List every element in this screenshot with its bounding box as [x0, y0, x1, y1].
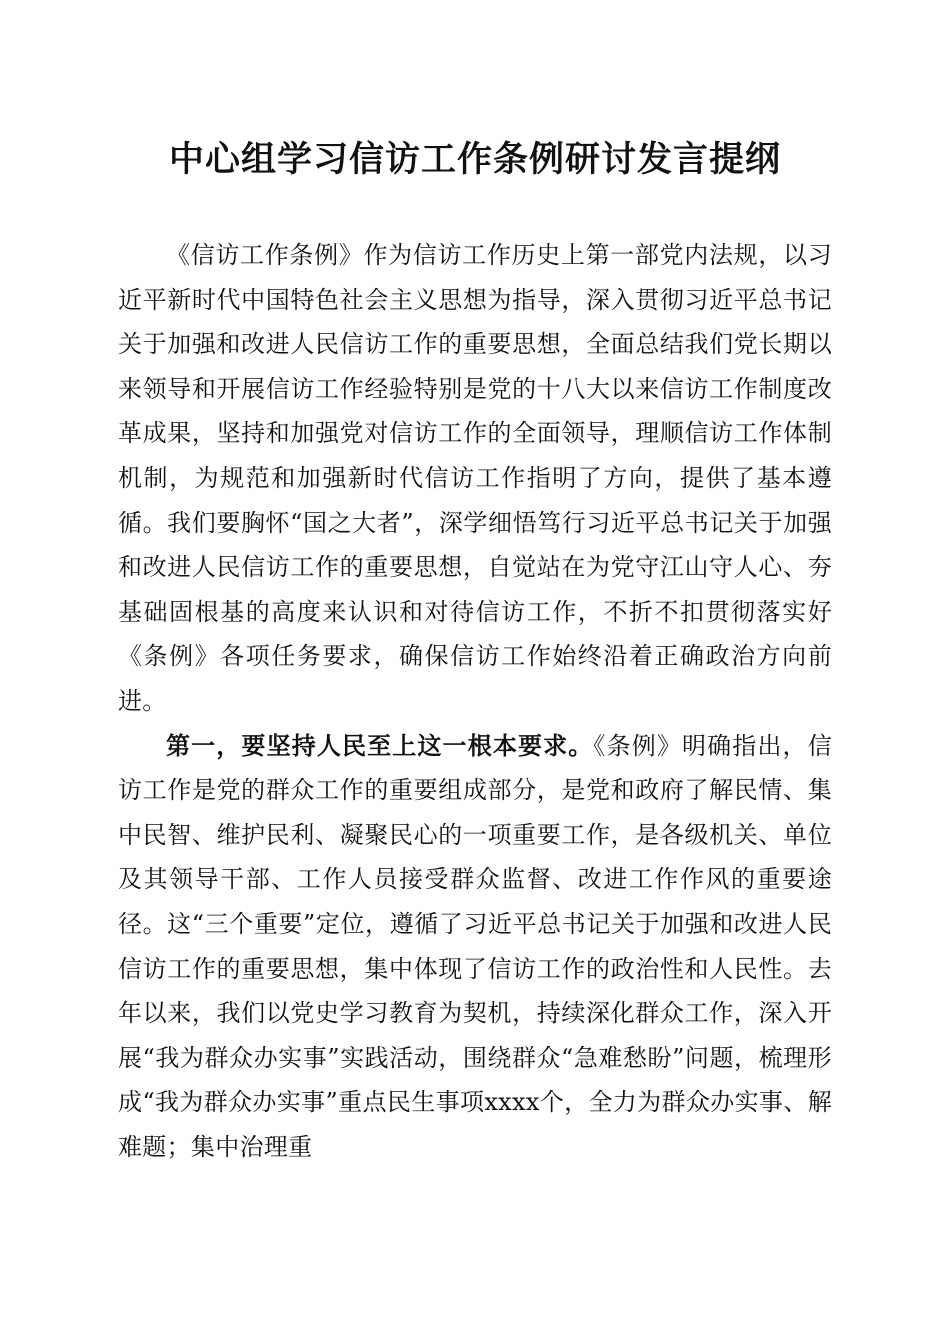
- paragraph-lead: 第一，要坚持人民至上这一根本要求。: [166, 730, 594, 760]
- paragraph-first-point: [118, 724, 832, 1170]
- paragraph-intro: [118, 233, 832, 724]
- paragraph-text: 《条例》明确指出，信访工作是党的群众工作的重要组成部分，是党和政府了解民情、集中民智、维护民利、凝聚民心的一项重要工作，是各级机关、单位及其领导干部、工作人员接受群众监督、改进工作作风的重要途径。这“三个重要”定位，遵循了习近平总书记关于加强和改进人民信访工作的重要思想，集中体现了信访工作的政治性和人民性。去年以来，我们以党史学习教育为契机，持续深化群众工作，深入开展“我为群众办实事”实践活动，围绕群众“急难愁盼”问题，梳理形成“我为群众办实事”重点民生事项xxxx个，全力为群众办实事、解难题；集中治理重: [118, 731, 832, 1161]
- document-body: [118, 233, 832, 1169]
- document-title: 中心组学习信访工作条例研讨发言提纲: [168, 139, 781, 180]
- paragraph-text: 《信访工作条例》作为信访工作历史上第一部党内法规，以习近平新时代中国特色社会主义思想为指导，深入贯彻习近平总书记关于加强和改进人民信访工作的重要思想，全面总结我们党长期以来领导和开展信访工作经验特别是党的十八大以来信访工作制度改革成果，坚持和加强党对信访工作的全面领导，理顺信访工作体制机制，为规范和加强新时代信访工作指明了方向，提供了基本遵循。我们要胸怀“国之大者”，深学细悟笃行习近平总书记关于加强和改进人民信访工作的重要思想，自觉站在为党守江山守人心、夯基础固根基的高度来认识和对待信访工作，不折不扣贯彻落实好《条例》各项任务要求，确保信访工作始终沿着正确政治方向前进。: [118, 241, 832, 715]
